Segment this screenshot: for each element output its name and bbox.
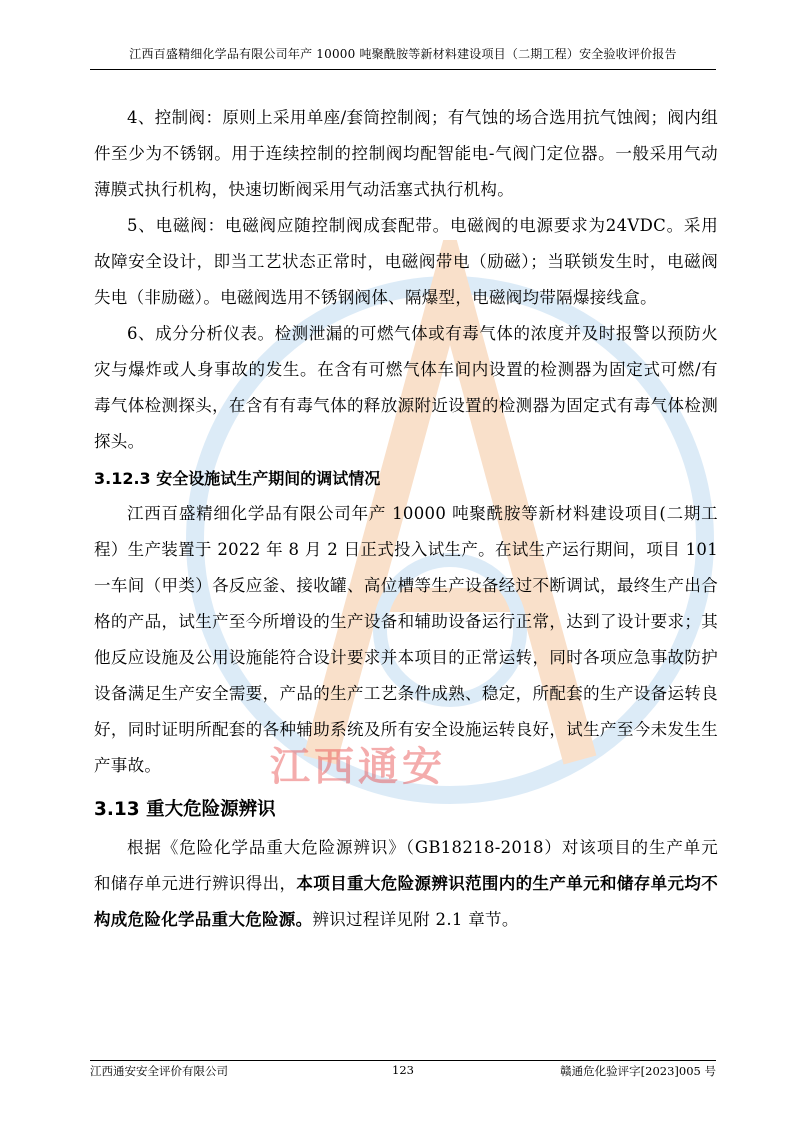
paragraph-trial-production: 江西百盛精细化学品有限公司年产 10000 吨聚酰胺等新材料建设项目(二期工程）生产装置于 2022 年 8 月 2 日正式投入试生产。在试生产运行期间，项目 101 一车间（甲类）各反应釜、接收罐、高位槽等生产设备经过不断调试，最终生产出合格的产品，试生产至今所增设的生产设备和辅助设备运行正常，达到了设计要求；其他反应设施及公用设施能符合设计要求并本项目的正常运转，同时各项应急事故防护设备满足生产安全需要，产品的生产工艺条件成熟、稳定，所配套的生产设备运转良好，同时证明所配套的各种辅助系统及所有安全设施运转良好，试生产至今未发生生产事故。 bbox=[94, 504, 718, 775]
paragraph-hazard-identification bbox=[94, 830, 718, 938]
page-footer bbox=[90, 1063, 716, 1081]
footer-divider bbox=[90, 1060, 716, 1061]
page-content bbox=[94, 100, 718, 938]
footer-company: 江西通安安全评价有限公司 bbox=[90, 1064, 228, 1078]
watermark-text: 江西通安 bbox=[270, 744, 446, 790]
hazard-conclusion: 本项目重大危险源辨识范围内的生产单元和储存单元均不构成危险化学品重大危险源。 bbox=[94, 874, 718, 929]
hazard-text-start: 根据《危险化学品重大危险源辨识》（GB18218-2018）对该项目的生产单元和储存单元进行辨识得出， bbox=[94, 838, 718, 893]
page-number: 123 bbox=[392, 1063, 414, 1077]
document-number: 赣通危化验评字[2023]005 号 bbox=[560, 1064, 716, 1078]
paragraph-control-valve: 4、控制阀：原则上采用单座/套筒控制阀；有气蚀的场合选用抗气蚀阀；阀内组件至少为不锈钢。用于连续控制的控制阀均配智能电-气阀门定位器。一般采用气动薄膜式执行机构，快速切断阀采用气动活塞式执行机构。 bbox=[94, 108, 718, 199]
hazard-text-end: 辨识过程详见附 2.1 章节。 bbox=[312, 910, 519, 929]
paragraph-analyzer: 6、成分分析仪表。检测泄漏的可燃气体或有毒气体的浓度并及时报警以预防火灾与爆炸或人身事故的发生。在含有可燃气体车间内设置的检测器为固定式可燃/有毒气体检测探头，在含有有毒气体的释放源附近设置的检测器为固定式有毒气体检测探头。 bbox=[94, 324, 718, 451]
header-divider bbox=[90, 69, 716, 70]
paragraph-solenoid-valve: 5、电磁阀：电磁阀应随控制阀成套配带。电磁阀的电源要求为24VDC。采用故障安全设计，即当工艺状态正常时，电磁阀带电（励磁）；当联锁发生时，电磁阀失电（非励磁）。电磁阀选用不锈钢阀体、隔爆型，电磁阀均带隔爆接线盒。 bbox=[94, 216, 718, 307]
section-heading-3-12-3: 3.12.3 安全设施试生产期间的调试情况 bbox=[94, 469, 381, 488]
page-header: 江西百盛精细化学品有限公司年产 10000 吨聚酰胺等新材料建设项目（二期工程）安全验收评价报告 bbox=[129, 47, 677, 61]
section-heading-3-13: 3.13 重大危险源辨识 bbox=[94, 799, 276, 820]
